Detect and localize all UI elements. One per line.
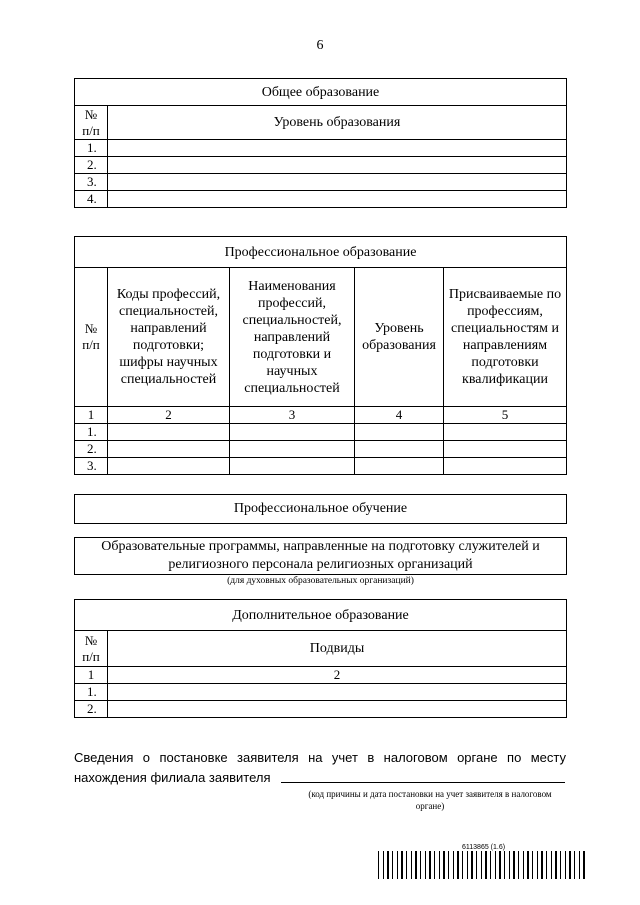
col-names-header: Наименования профессий, специальностей, направлений подготовки и научных специальностей <box>230 268 355 407</box>
table-row: 2. <box>75 701 108 718</box>
tax-info-caption: (код причины и дата постановки на учет заявителя в налоговом органе) <box>308 789 552 811</box>
professional-education-title: Профессиональное образование <box>75 237 567 268</box>
table-row: 1. <box>75 684 108 701</box>
index-cell: 3 <box>230 407 355 424</box>
general-education-title: Общее образование <box>75 79 567 106</box>
barcode-icon <box>378 851 588 879</box>
col-level-header: Уровень образования <box>355 268 444 407</box>
table-row: 2. <box>75 157 108 174</box>
additional-education-title: Дополнительное образование <box>75 600 567 631</box>
general-education-table <box>74 78 567 208</box>
index-cell: 1 <box>75 407 108 424</box>
table-row: 3. <box>75 458 108 475</box>
col-num-header: № п/п <box>75 106 108 140</box>
table-row: 2. <box>75 441 108 458</box>
religious-programs-note: (для духовных образовательных организаций) <box>227 576 414 586</box>
religious-programs-box <box>74 537 567 575</box>
index-cell: 1 <box>75 667 108 684</box>
table-row: 1. <box>75 424 108 441</box>
table-row: 4. <box>75 191 108 208</box>
table-row: 1. <box>75 140 108 157</box>
col-num-header: № п/п <box>75 631 108 667</box>
index-cell: 4 <box>355 407 444 424</box>
index-cell: 2 <box>108 407 230 424</box>
col-num-header: № п/п <box>75 268 108 407</box>
table-row: 3. <box>75 174 108 191</box>
page-number: 6 <box>316 38 324 53</box>
col-subtypes-header: Подвиды <box>108 631 567 667</box>
col-level-header: Уровень образования <box>108 106 567 140</box>
additional-education-table <box>74 599 567 718</box>
professional-education-table <box>74 236 567 475</box>
tax-info-fill-line <box>281 782 565 783</box>
religious-programs-title: Образовательные программы, направленные на подготовку служителей и религиозного персонала религиозных организаций <box>101 539 540 572</box>
professional-training-title: Профессиональное обучение <box>233 501 408 516</box>
index-cell: 2 <box>108 667 567 684</box>
index-cell: 5 <box>444 407 567 424</box>
tax-info-text: Сведения о постановке заявителя на учет в налоговом органе по месту нахождения филиала заявителя <box>74 750 566 785</box>
form-code: 6113865 (1.6) <box>462 844 506 851</box>
col-codes-header: Коды профессий, специальностей, направлений подготовки; шифры научных специальностей <box>108 268 230 407</box>
col-qualification-header: Присваиваемые по профессиям, специальностям и направлениям подготовки квалификации <box>444 268 567 407</box>
professional-training-box <box>74 494 567 524</box>
